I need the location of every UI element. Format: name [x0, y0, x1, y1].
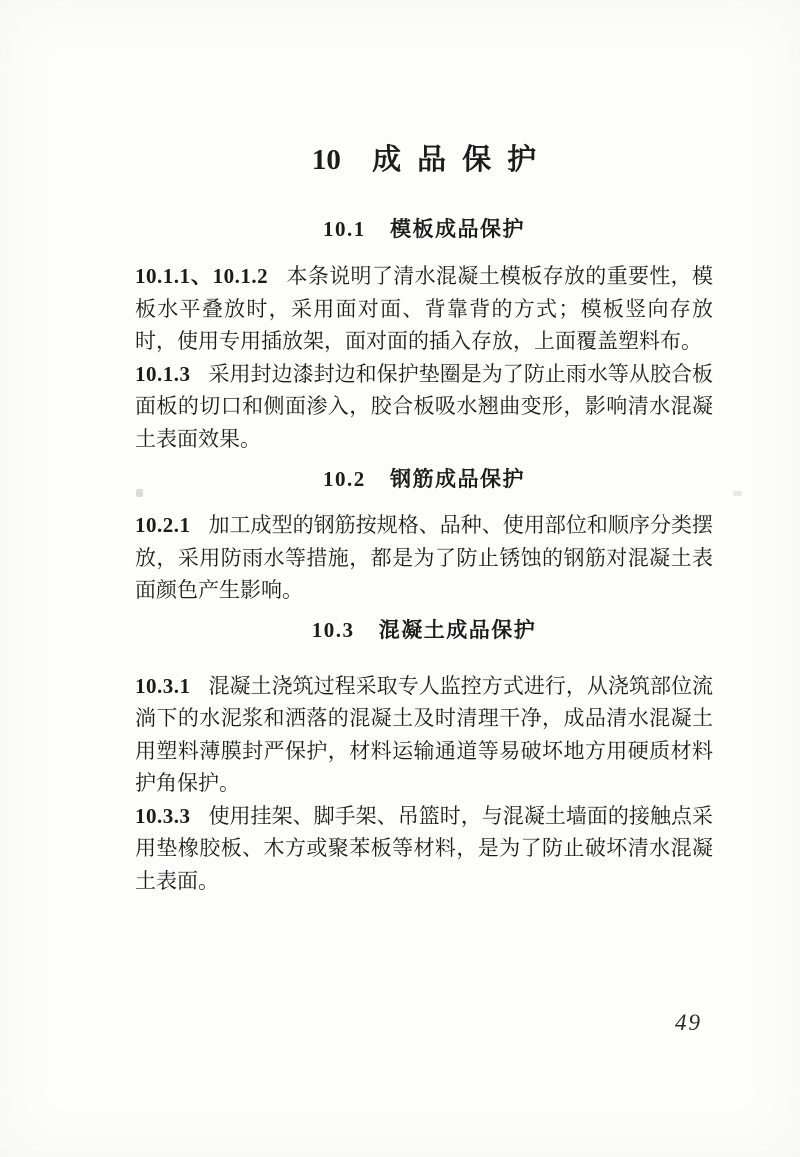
text-column: [135, 0, 713, 897]
section-heading-10-3: [135, 615, 713, 646]
clause-10-2-1: [135, 509, 713, 607]
section-number: 10.3: [311, 617, 355, 642]
clause-text: 本条说明了清水混凝土模板存放的重要性，模板水平叠放时，采用面对面、背靠背的方式；模板竖向存放时，使用专用插放架，面对面的插入存放，上面覆盖塑料布。: [135, 264, 714, 353]
scan-smudge: [136, 489, 143, 497]
clause-10-3-3: [135, 800, 713, 898]
clause-label: 10.1.3: [135, 361, 191, 386]
section-heading-10-2: [135, 464, 713, 495]
page-number: 49: [675, 1010, 702, 1035]
clause-label: 10.3.3: [135, 803, 191, 828]
section-title: 钢筋成品保护: [390, 468, 526, 491]
section-heading-10-1: [135, 214, 713, 245]
chapter-number: 10: [311, 144, 341, 176]
clause-10-1-1: [135, 260, 713, 358]
clause-text: 采用封边漆封边和保护垫圈是为了防止雨水等从胶合板面板的切口和侧面渗入，胶合板吸水翘曲变形，影响清水混凝土表面效果。: [135, 361, 713, 451]
clause-10-3-1: [135, 670, 713, 800]
clause-text: 加工成型的钢筋按规格、品种、使用部位和顺序分类摆放，采用防雨水等措施，都是为了防止锈蚀的钢筋对混凝土表面颜色产生影响。: [135, 513, 713, 602]
clause-text: 使用挂架、脚手架、吊篮时，与混凝土墙面的接触点采用垫橡胶板、木方或聚苯板等材料，是为了防止破坏清水混凝土表面。: [135, 803, 713, 893]
section-number: 10.1: [322, 217, 366, 241]
chapter-title-text: 成品保护: [372, 144, 553, 176]
section-number: 10.2: [322, 467, 366, 491]
clause-label: 10.3.1: [135, 673, 191, 698]
clause-label: 10.1.1、10.1.2: [135, 264, 269, 288]
clause-label: 10.2.1: [135, 513, 191, 537]
section-title: 混凝土成品保护: [378, 618, 537, 642]
section-title: 模板成品保护: [390, 218, 526, 241]
chapter-title: [135, 142, 713, 178]
clause-10-1-3: [135, 358, 713, 456]
clause-text: 混凝土浇筑过程采取专人监控方式进行，从浇筑部位流淌下的水泥浆和洒落的混凝土及时清理干净，成品清水混凝土用塑料薄膜封严保护，材料运输通道等易破坏地方用硬质材料护角保护。: [135, 673, 713, 795]
scan-smudge: [733, 491, 742, 496]
